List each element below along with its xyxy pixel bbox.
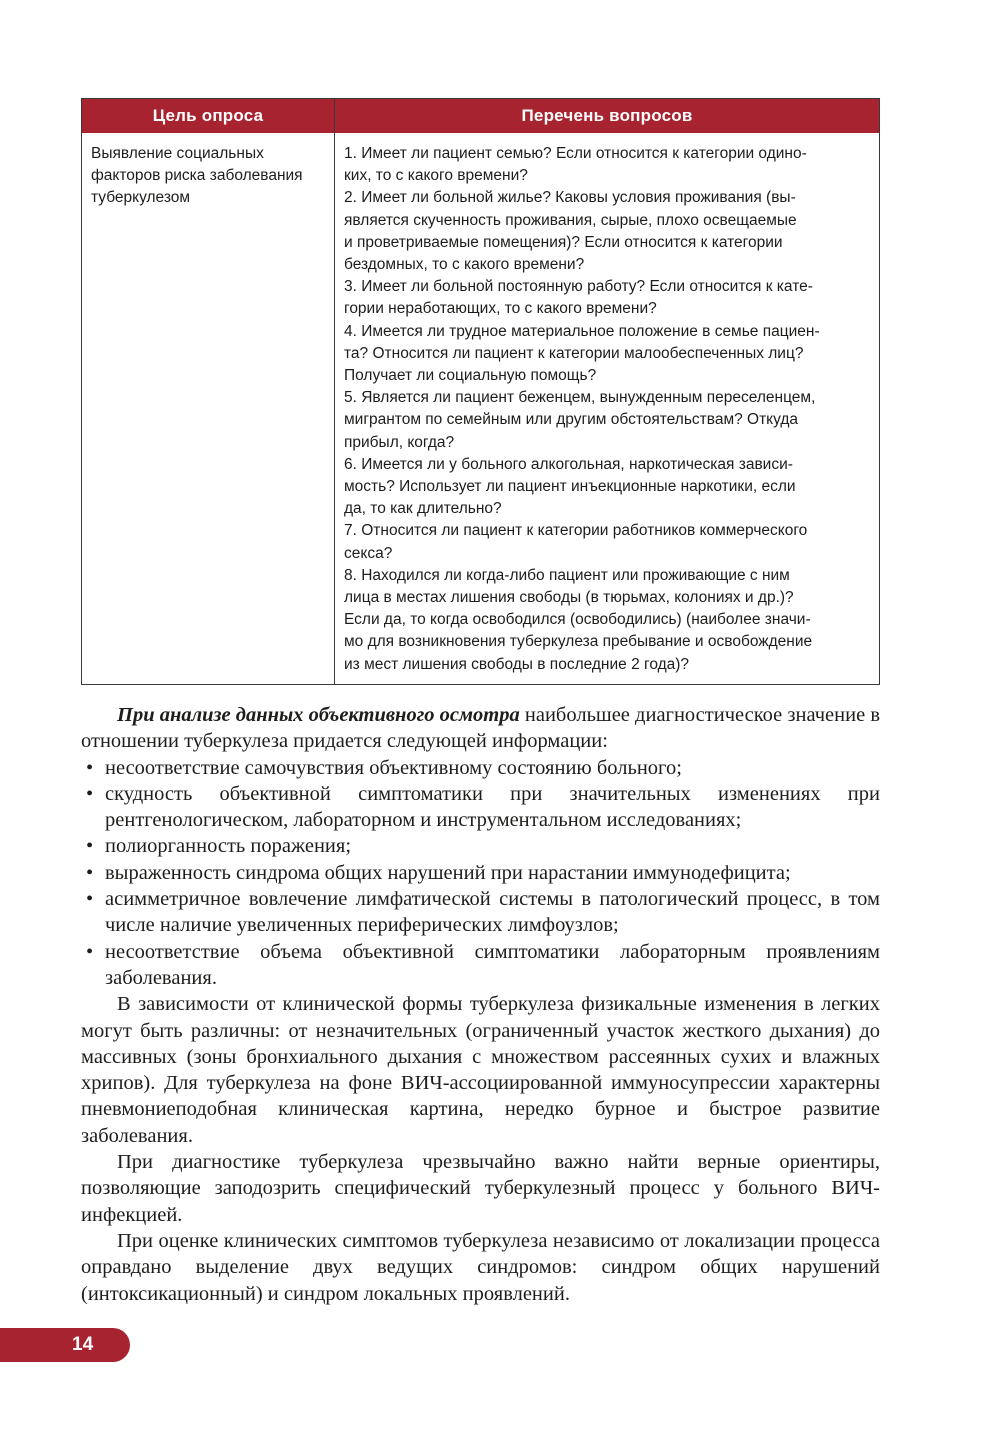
header-questions: Перечень вопросов bbox=[335, 99, 880, 133]
bullet-icon: • bbox=[86, 861, 94, 884]
question-line: из мест лишения свободы в последние 2 года)? bbox=[344, 655, 690, 673]
question-line: лица в местах лишения свободы (в тюрьмах, колониях и др.)? bbox=[344, 589, 794, 607]
list-item bbox=[86, 886, 880, 939]
goal-line: туберкулезом bbox=[91, 189, 191, 207]
question-line: 7. Относится ли пациент к категории работников коммерческого bbox=[344, 522, 808, 540]
question-line: 1. Имеет ли пациент семью? Если относится к категории одино- bbox=[344, 145, 807, 162]
question-4 bbox=[344, 321, 867, 388]
body-text bbox=[81, 702, 880, 1307]
list-item bbox=[86, 833, 880, 859]
paragraph-diagnostics: При диагностике туберкулеза чрезвычайно важно найти верные ориентиры, позволяющие заподозрить специфический туберкулезный процесс у больного ВИЧ-инфекцией. bbox=[81, 1151, 880, 1226]
list-item bbox=[86, 781, 880, 834]
table-row bbox=[82, 133, 879, 684]
question-line: мо для возникновения туберкулеза пребывание и освобождение bbox=[344, 633, 813, 651]
question-line: 8. Находился ли когда-либо пациент или проживающие с ним bbox=[344, 566, 790, 584]
bullet-icon: • bbox=[86, 888, 94, 911]
list-item-text: несоответствие объема объективной симптоматики лабораторным проявлениям заболевания. bbox=[105, 940, 880, 989]
question-line: та? Относится ли пациент к категории малообеспеченных лиц? bbox=[344, 344, 804, 362]
question-line: да, то как длительно? bbox=[344, 500, 502, 518]
list-item bbox=[86, 860, 880, 886]
question-1 bbox=[344, 143, 867, 187]
question-line: 5. Является ли пациент беженцем, вынужденным переселенцем, bbox=[344, 389, 816, 407]
list-item-text: выраженность синдрома общих нарушений при нарастании иммунодефицита; bbox=[105, 861, 791, 884]
list-item-text: асимметричное вовлечение лимфатической системы в патологический процесс, в том числе наличие увеличенных периферических лимфоузлов; bbox=[105, 888, 880, 937]
question-line: мигрантом по семейным или другим обстоятельствам? Откуда bbox=[344, 411, 799, 429]
question-6 bbox=[344, 454, 867, 521]
question-line: является скученность проживания, сырые, плохо освещаемые bbox=[344, 211, 797, 229]
goal-line: факторов риска заболевания bbox=[91, 167, 303, 185]
page-number: 14 bbox=[0, 1328, 130, 1362]
goal-line: Выявление социальных bbox=[91, 145, 264, 162]
bullet-icon: • bbox=[86, 756, 94, 779]
question-line: гории неработающих, то с какого времени? bbox=[344, 300, 657, 318]
header-goal: Цель опроса bbox=[82, 99, 335, 133]
table-header-row bbox=[82, 99, 879, 133]
intro-emphasis: При анализе данных объективного осмотра bbox=[117, 704, 520, 726]
paragraph-syndromes: При оценке клинических симптомов туберкулеза независимо от локализации процесса оправдано выделение двух ведущих синдромов: синдром общих нарушений (интоксикационный) и синдром локальных проявлений. bbox=[81, 1229, 880, 1305]
list-item-text: скудность объективной симптоматики при значительных изменениях при рентгенологическом, лабораторном и инструментальном исследованиях; bbox=[105, 782, 880, 832]
intro-paragraph bbox=[81, 702, 880, 755]
list-item bbox=[86, 939, 880, 992]
question-line: прибыл, когда? bbox=[344, 433, 455, 451]
intro-rest: наибольшее диагностическое значение в отношении туберкулеза придается следующей информации: bbox=[81, 704, 880, 753]
question-line: и проветриваемые помещения)? Если относится к категории bbox=[344, 233, 783, 251]
question-line: 3. Имеет ли больной постоянную работу? Если относится к кате- bbox=[344, 278, 813, 296]
goal-cell bbox=[82, 133, 335, 684]
bullet-icon: • bbox=[86, 835, 94, 858]
question-line: 2. Имеет ли больной жилье? Каковы условия проживания (вы- bbox=[344, 189, 796, 207]
questions-cell bbox=[335, 133, 880, 684]
survey-table-grid bbox=[82, 99, 879, 684]
question-line: бездомных, то с какого времени? bbox=[344, 256, 585, 274]
question-line: ких, то с какого времени? bbox=[344, 167, 528, 185]
question-2 bbox=[344, 187, 867, 276]
bullet-icon: • bbox=[86, 782, 94, 805]
list-item-text: несоответствие самочувствия объективному состоянию больного; bbox=[105, 756, 682, 779]
findings-list bbox=[81, 755, 880, 992]
question-line: 6. Имеется ли у больного алкогольная, наркотическая зависи- bbox=[344, 455, 793, 473]
question-7 bbox=[344, 520, 867, 564]
question-line: секса? bbox=[344, 544, 393, 562]
question-5 bbox=[344, 387, 867, 454]
question-3 bbox=[344, 276, 867, 320]
question-line: 4. Имеется ли трудное материальное положение в семье пациен- bbox=[344, 322, 820, 340]
paragraph-physical-findings: В зависимости от клинической формы туберкулеза физикальные изменения в легких могут быть различны: от незначительных (ограниченный участок жесткого дыхания) до массивных (зоны бронхиального дыхания с множеством рассеянных сухих и влажных хрипов). Для туберкулеза на фоне ВИЧ-ассоциированной иммуносупрессии характерны пневмониеподобная клиническая картина, нередко бурное и быстрое развитие заболевания. bbox=[81, 993, 880, 1147]
list-item-text: полиорганность поражения; bbox=[105, 835, 352, 858]
question-line: Получает ли социальную помощь? bbox=[344, 367, 597, 385]
survey-table bbox=[81, 98, 880, 685]
bullet-icon: • bbox=[86, 940, 94, 963]
question-line: мость? Использует ли пациент инъекционные наркотики, если bbox=[344, 478, 796, 496]
question-line: Если да, то когда освободился (освободились) (наиболее значи- bbox=[344, 611, 811, 629]
list-item bbox=[86, 755, 880, 781]
question-8 bbox=[344, 565, 867, 676]
